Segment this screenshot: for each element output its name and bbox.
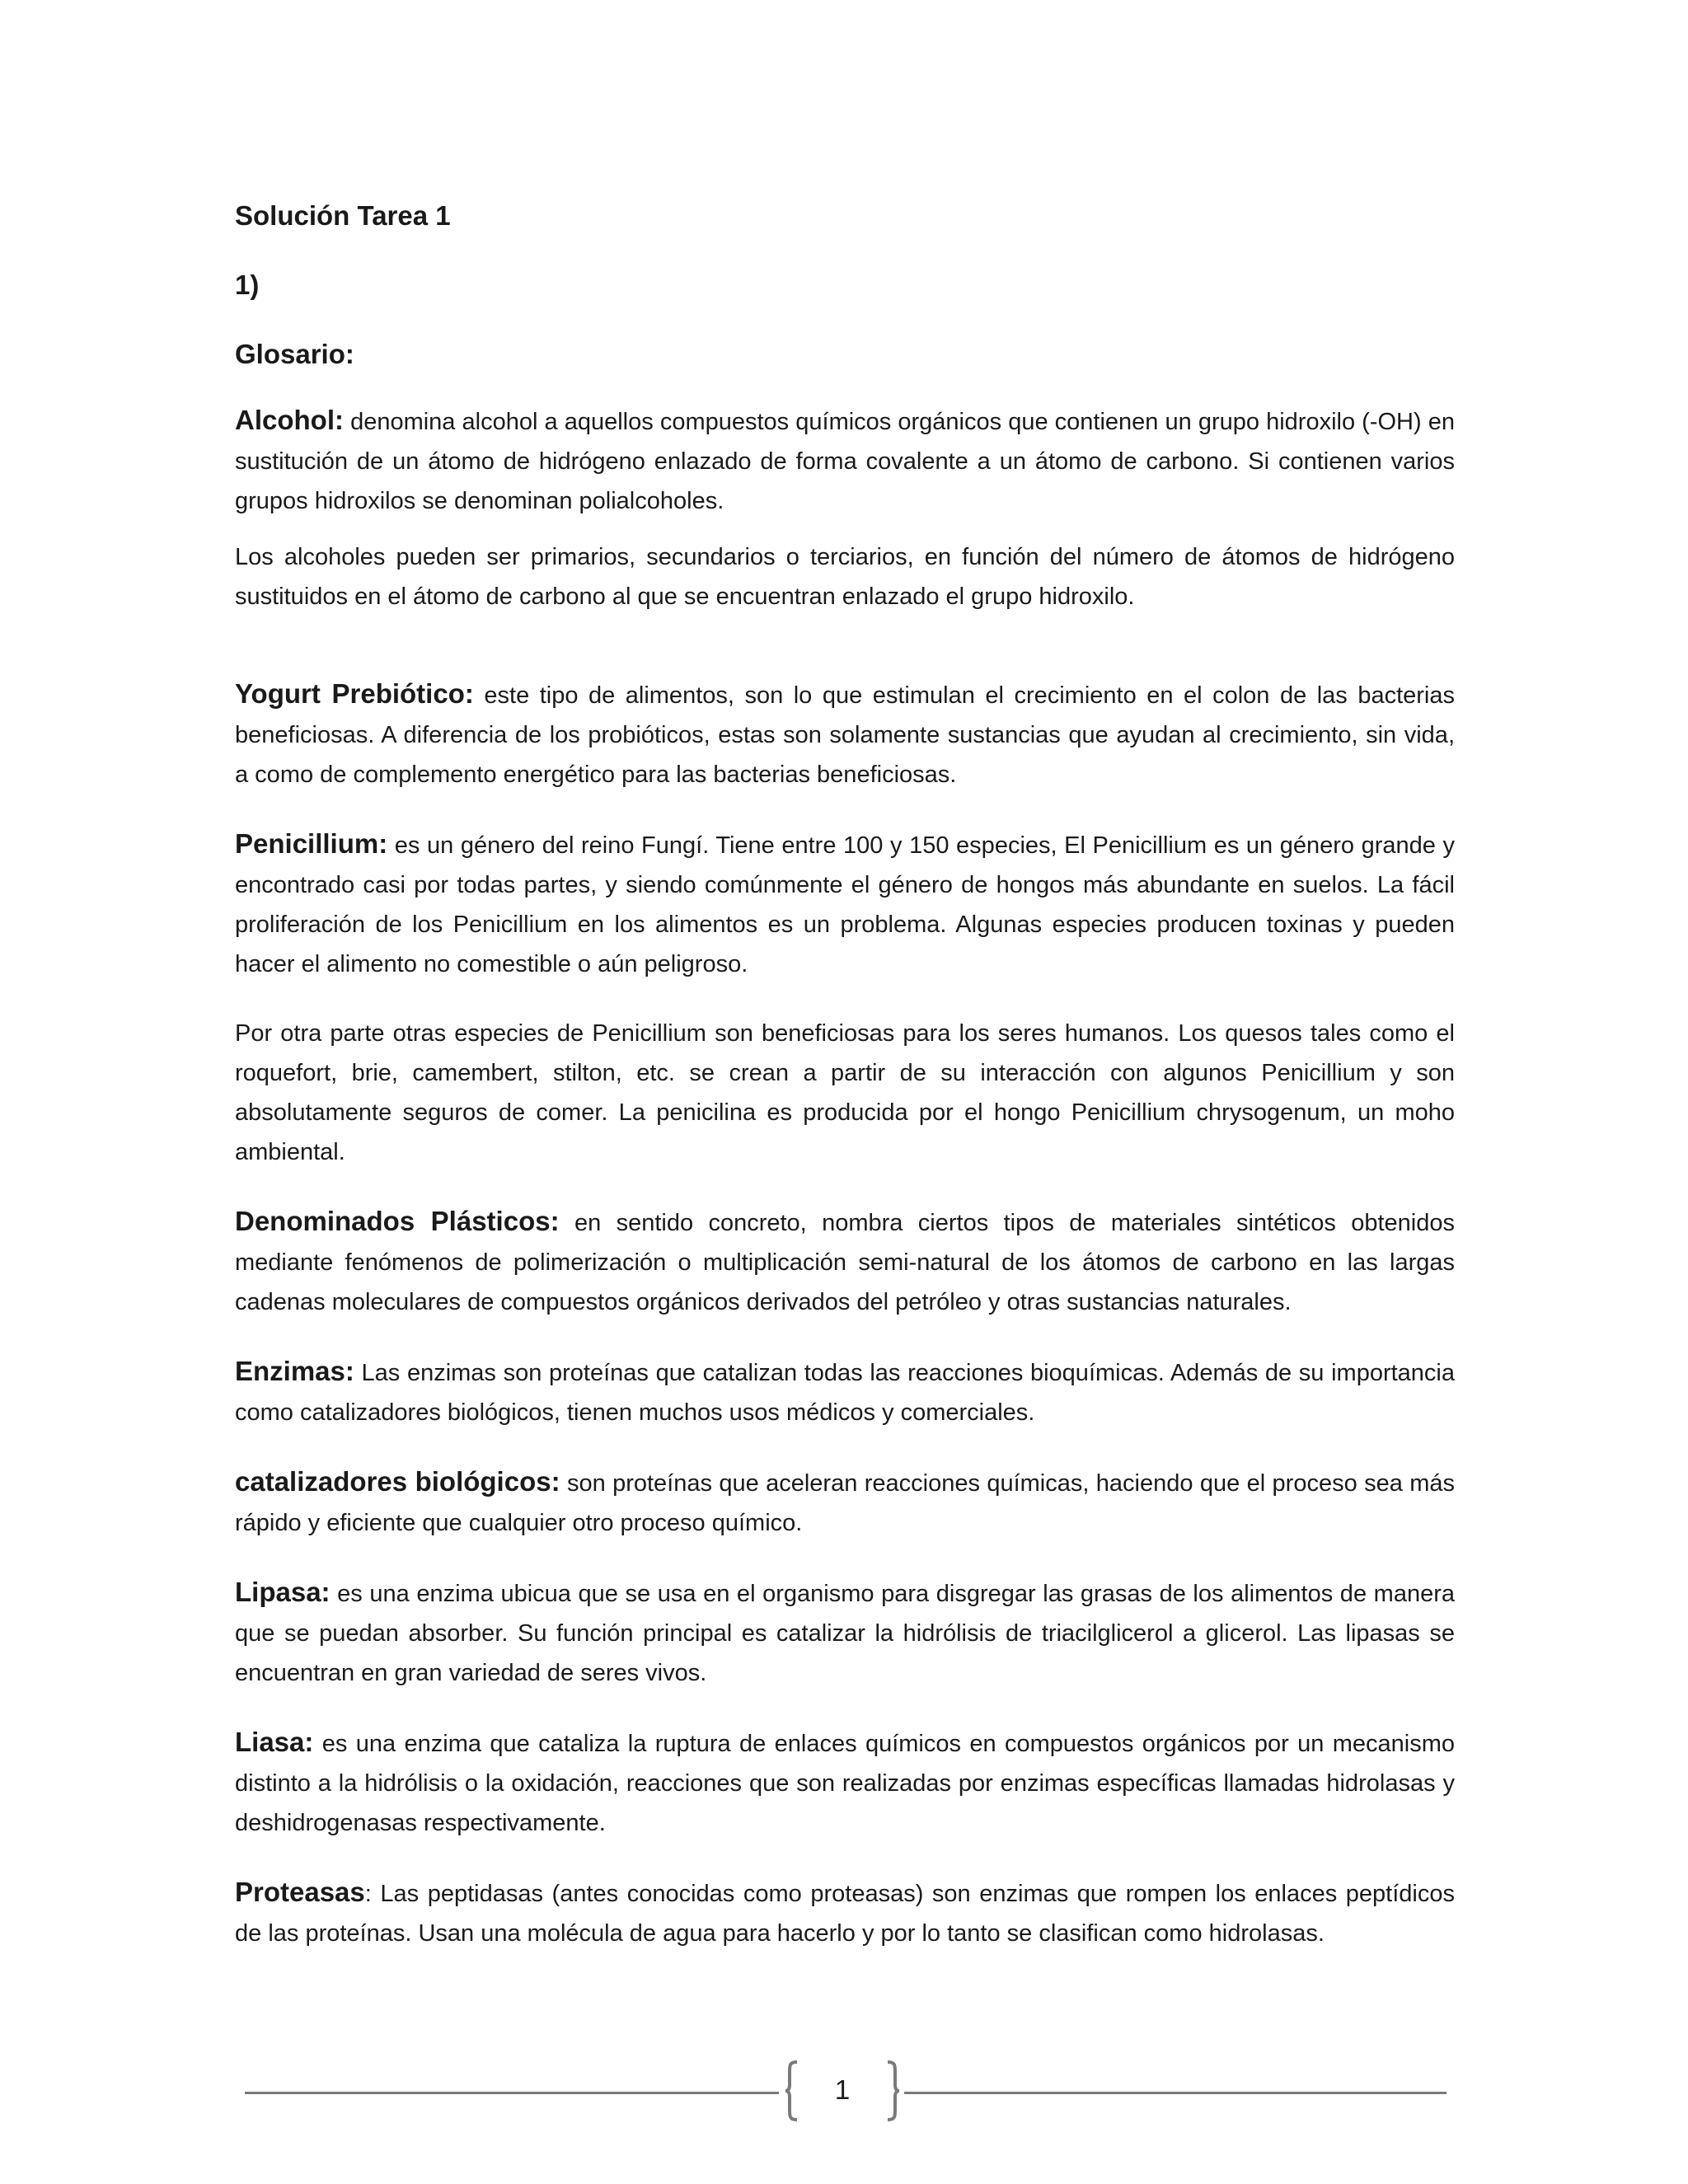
glossary-entry-enzimas [235,1352,1455,1432]
glossary-entry-catalizadores [235,1462,1455,1543]
footer-rule-left [245,2092,779,2094]
glossary-definition: es una enzima que cataliza la ruptura de enlaces químicos en compuestos orgánicos por un mecanismo distinto a la hidrólisis o la oxidación, reacciones que son realizadas por enzimas específicas llamadas hidrolasas y deshidrogenasas respectivamente. [235,1731,1455,1836]
glossary-term: Denominados Plásticos: [235,1206,560,1236]
glossary-term: Liasa: [235,1727,314,1757]
document-title: Solución Tarea 1 [235,200,451,231]
section-heading: Glosario: [235,339,354,369]
glossary-entry-plasticos [235,1202,1455,1322]
glossary-term: Enzimas: [235,1356,354,1386]
glossary-paragraph: Los alcoholes pueden ser primarios, secundarios o terciarios, en función del número de átomos de hidrógeno sustituidos en el átomo de carbono al que se encuentran enlazado el grupo hidroxilo. [235,544,1455,610]
glossary-paragraph: Por otra parte otras especies de Penicillium son beneficiosas para los seres humanos. Los quesos tales como el roquefort, brie, camembert, stilton, etc. se crean a partir de su interacción con algunos Penicillium y son absolutamente seguros de comer. La penicilina es producida por el hongo Penicillium chrysogenum, un moho ambiental. [235,1020,1455,1165]
page-footer [245,2060,1447,2126]
glossary-definition: este tipo de alimentos, son lo que estimulan el crecimiento en el colon de las bacterias beneficiosas. A diferencia de los probióticos, estas son solamente sustancias que ayudan al crecimiento, sin vida, a como de complemento energético para las bacterias beneficiosas. [235,682,1455,788]
glossary-definition: es una enzima ubicua que se usa en el organismo para disgregar las grasas de los alimentos de manera que se puedan absorber. Su función principal es catalizar la hidrólisis de triacilglicerol a glicerol. Las lipasas se encuentran en gran variedad de seres vivos. [235,1581,1455,1686]
glossary-entry-yogurt-prebiotico [235,674,1455,794]
glossary-definition: es un género del reino Fungí. Tiene entre 100 y 150 especies, El Penicillium es un género grande y encontrado casi por todas partes, y siendo comúnmente el género de hongos más abundante en suelos. La fácil proliferación de los Penicillium en los alimentos es un problema. Algunas especies producen toxinas y pueden hacer el alimento no comestible o aún peligroso. [235,832,1455,977]
glossary-entry-penicillium [235,824,1455,984]
footer-rule-right [904,2092,1447,2094]
glossary-term: Proteasas [235,1877,365,1907]
glossary-term: catalizadores biológicos: [235,1466,560,1497]
section-number: 1) [235,269,260,300]
right-brace-icon [886,2060,901,2121]
page-number: 1 [834,2074,851,2105]
document-page [235,190,1455,1953]
glossary-entry-alcohol [235,401,1455,521]
glossary-term: Alcohol: [235,405,344,435]
glossary-entry-liasa [235,1722,1455,1843]
glossary-definition: son proteínas que aceleran reacciones químicas, haciendo que el proceso sea más rápido y eficiente que cualquier otro proceso químico. [235,1470,1455,1536]
glossary-entry-proteasas [235,1872,1455,1953]
glossary-term: Lipasa: [235,1577,331,1607]
glossary-entry-lipasa [235,1572,1455,1693]
glossary-definition: Las enzimas son proteínas que catalizan todas las reacciones bioquímicas. Además de su importancia como catalizadores biológicos, tienen muchos usos médicos y comerciales. [235,1360,1455,1426]
glossary-definition: en sentido concreto, nombra ciertos tipos de materiales sintéticos obtenidos mediante fenómenos de polimerización o multiplicación semi-natural de los átomos de carbono en las largas cadenas moleculares de compuestos orgánicos derivados del petróleo y otras sustancias naturales. [235,1210,1455,1315]
glossary-definition: : Las peptidasas (antes conocidas como proteasas) son enzimas que rompen los enlaces peptídicos de las proteínas. Usan una molécula de agua para hacerlo y por lo tanto se clasifican como hidrolasas. [235,1881,1455,1947]
glossary-definition: denomina alcohol a aquellos compuestos químicos orgánicos que contienen un grupo hidroxilo (-OH) en sustitución de un átomo de hidrógeno enlazado de forma covalente a un átomo de carbono. Si contienen varios grupos hidroxilos se denominan polialcoholes. [235,409,1455,514]
glossary-term: Yogurt Prebiótico: [235,678,474,709]
left-brace-icon [784,2060,799,2121]
glossary-term: Penicillium: [235,828,388,859]
